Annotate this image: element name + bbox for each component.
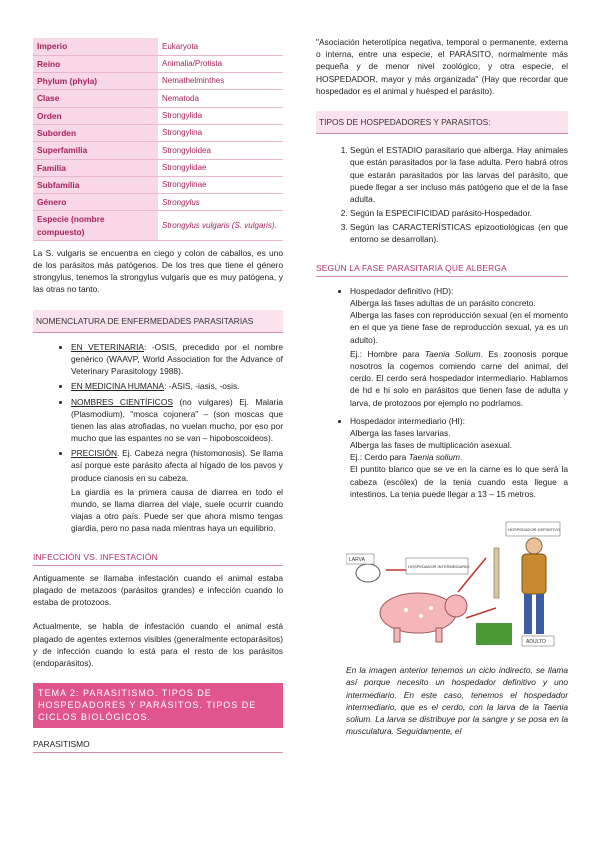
taxonomy-value: Strongylus xyxy=(158,194,283,211)
taxonomy-value: Nematoda xyxy=(158,90,283,107)
list-item: 1. Según el ESTADIO parasitario que alberga. Hay animales que están parasitados por la fase adulta. Pero habrá otros que estarán parasitados por las larvas del parásito, que puede llegar a ser incluso más patógeno que el de la fase adulta. xyxy=(350,144,568,205)
tipos-list xyxy=(316,144,568,246)
taxonomy-rank: Suborden xyxy=(33,124,158,141)
cyst-dot xyxy=(429,606,433,610)
infeccion-title: INFECCIÓN VS. INFESTACIÓN xyxy=(33,549,283,566)
definition-quote: "Asociación heterotípica negativa, temporal o permanente, externa o interna, entre una especie, el PARÁSITO, normalmente más pequeña y de menor nivel zoológico, y otra especie, el HOSPEDADOR, mayor y más organizada" (Hay que recordar que hospedador es el animal y huésped el parásito). xyxy=(316,37,568,96)
table-row xyxy=(33,142,283,159)
table-row xyxy=(33,211,283,240)
right-column xyxy=(316,36,568,737)
taxonomy-rank: Especie (nombre compuesto) xyxy=(33,211,158,240)
human-leg xyxy=(524,594,532,634)
list-item: • NOMBRES CIENTÍFICOS (no vulgares) Ej. Malaria (Plasmodium), "mosca cojonera" – (son moscas que tienen las alas atrofiadas, no vuelan mucho, por eso por mucho que las espantes no se van – hipoboscoideos). xyxy=(71,396,283,445)
list-item: • Hospedador definitivo (HD): Alberga las fases adultas de un parásito concreto. Alberga las fases con reproducción sexual (en el momento en el que ya tiene fase de reproducción sexual, ya es un adulto). Ej.: Hombre para Taenia Solium. Es zoonosis porque nosotros la cogemos comiendo carne del animal, del cerdo. El cerdo será hospedador intermediario. Hablamos de hd e hi solo en parásitos que tienen fase de adulta y larva, de protozoos por ejemplo no podríamos. xyxy=(350,285,568,409)
nomenclatura-title: NOMENCLATURA DE ENFERMEDADES PARASITARIAS xyxy=(33,310,283,333)
taxonomy-value: Animalia/Protista xyxy=(158,55,283,72)
larva-shape xyxy=(356,564,380,582)
taxonomy-value: Strongylus vulgaris (S. vulgaris). xyxy=(158,211,283,240)
table-row xyxy=(33,90,283,107)
fase-title: SEGÚN LA FASE PARASITARIA QUE ALBERGA xyxy=(316,260,568,277)
table-row xyxy=(33,124,283,141)
human-leg xyxy=(536,594,544,634)
label-hi: HOSPEDADOR INTERMEDIARIO xyxy=(408,564,470,569)
taxonomy-value: Nemathelminthes xyxy=(158,73,283,90)
taxonomy-value: Strongylina xyxy=(158,124,283,141)
pig-leg xyxy=(394,628,400,642)
infeccion-paragraph-1: Antiguamente se llamaba infestación cuando el animal estaba plagado de metazoos (parásitos grandes) e infección cuando lo estaba de protozoos. xyxy=(33,572,283,608)
giardia-note: La giardia es la primera causa de diarrea en todo el mundo, se llama diarrea del viaje, suele ocurrir cuando viajas a otro país. Puede ser que ahora mismo tengas giardia, pero no pasa nada mientras haya un equilibrio. xyxy=(71,486,283,534)
taxonomy-rank: Reino xyxy=(33,55,158,72)
taxonomy-value: Strongylinae xyxy=(158,176,283,193)
host-list xyxy=(316,285,568,500)
taxonomy-rank: Orden xyxy=(33,107,158,124)
grass xyxy=(476,623,512,645)
list-item: 2. Según la ESPECIFICIDAD parásito-Hospedador. xyxy=(350,207,568,219)
taxonomy-rank: Género xyxy=(33,194,158,211)
taxonomy-rank: Subfamilia xyxy=(33,176,158,193)
pig-leg xyxy=(436,628,442,642)
table-row xyxy=(33,159,283,176)
nomenclatura-list xyxy=(33,341,283,535)
intro-paragraph: La S. vulgaris se encuentra en ciego y colon de caballos, es uno de los parásitos más patógenos. De los tres que tiene el género strongylus, tenemos la strongylus vulgaris que es muy patógena, y las otras no tanto. xyxy=(33,247,283,295)
taxonomy-value: Strongyloidea xyxy=(158,142,283,159)
table-row xyxy=(33,194,283,211)
left-column xyxy=(33,38,283,753)
taxonomy-value: Strongylidae xyxy=(158,159,283,176)
pig-head xyxy=(445,595,467,617)
figure-caption: En la imagen anterior tenemos un ciclo indirecto, se llama así porque necesito un hospedador definitivo y uno intermediario. En este caso, tenemos el hospedador intermediario, que es el cerdo, con la larva de la Taenia solium. La larva se distribuye por la sangre y se posa en la musculatura. Seguidamente, el xyxy=(346,665,568,737)
infeccion-paragraph-2: Actualmente, se habla de infestación cuando el animal está plagado de agentes externos visibles (generalmente ectoparásitos) y de infección cuando lo está para el resto de los parásitos (endoparásitos). xyxy=(33,621,283,668)
table-row xyxy=(33,176,283,193)
list-item: 3. Según las CARACTERÍSTICAS epizootiológicas (en que entorno se desarrollan). xyxy=(350,221,568,245)
taxonomy-rank: Imperio xyxy=(33,38,158,55)
list-item: • Hospedador intermediario (HI): Alberga las fases larvarias. Alberga las fases de multiplicación asexual. Ej.: Cerdo para Taenia solium. El puntito blanco que se ve en la carne es lo que será la cabeza (escólex) de la tenia cuando esta llegue a intestinos. La tenia puede llegar a 13 – 15 metros. xyxy=(350,415,568,500)
table-row xyxy=(33,107,283,124)
taxonomy-value: Eukaryota xyxy=(158,38,283,55)
table-row xyxy=(33,55,283,72)
parasitismo-title: PARASITISMO xyxy=(33,736,283,753)
taxonomy-rank: Familia xyxy=(33,159,158,176)
taxonomy-table xyxy=(33,38,283,241)
pig-body xyxy=(380,593,456,633)
tema-banner: TEMA 2: PARASITISMO. TIPOS DE HOSPEDADORES Y PARÁSITOS. TIPOS DE CICLOS BIOLÓGICOS. xyxy=(33,683,283,727)
human-head xyxy=(526,538,542,554)
table-row xyxy=(33,38,283,55)
human-body xyxy=(522,554,546,594)
tapeworm-adult xyxy=(494,548,499,598)
list-item: • PRECISIÓN. Ej. Cabeza negra (histomonosis). Se llama así porque este parásito afecta al hígado de los pavos y produce cianosis en su cabeza. La giardia es la primera causa de diarrea en todo el mundo, se llama diarrea del viaje, suele ocurrir cuando viajas a otro país. Puede ser que ahora mismo tengas giardia, pero no pasa nada mientras haya un equilibrio. xyxy=(71,447,283,534)
tipos-title: TIPOS DE HOSPEDADORES Y PARASITOS: xyxy=(316,111,568,134)
taenia-cycle-illustration xyxy=(346,518,566,653)
taxonomy-rank: Superfamilia xyxy=(33,142,158,159)
label-hd: HOSPEDADOR DEFINITIVO xyxy=(508,527,561,532)
cyst-dot xyxy=(404,608,408,612)
cyst-dot xyxy=(419,614,423,618)
cycle-arrow xyxy=(466,608,496,618)
list-item: • EN MEDICINA HUMANA: -ASIS, -iasis, -osis. xyxy=(71,380,283,392)
list-item: • EN VETERINARIA: -OSIS, precedido por el nombre genérico (WAAVP, World Association for the Advance of Veterinary Parasitology 1988). xyxy=(71,341,283,378)
label-larva: LARVA xyxy=(349,557,365,563)
taxonomy-rank: Clase xyxy=(33,90,158,107)
table-row xyxy=(33,73,283,90)
taxonomy-rank: Phylum (phyla) xyxy=(33,73,158,90)
label-adulto: ADULTO xyxy=(526,639,546,645)
taxonomy-value: Strongylida xyxy=(158,107,283,124)
